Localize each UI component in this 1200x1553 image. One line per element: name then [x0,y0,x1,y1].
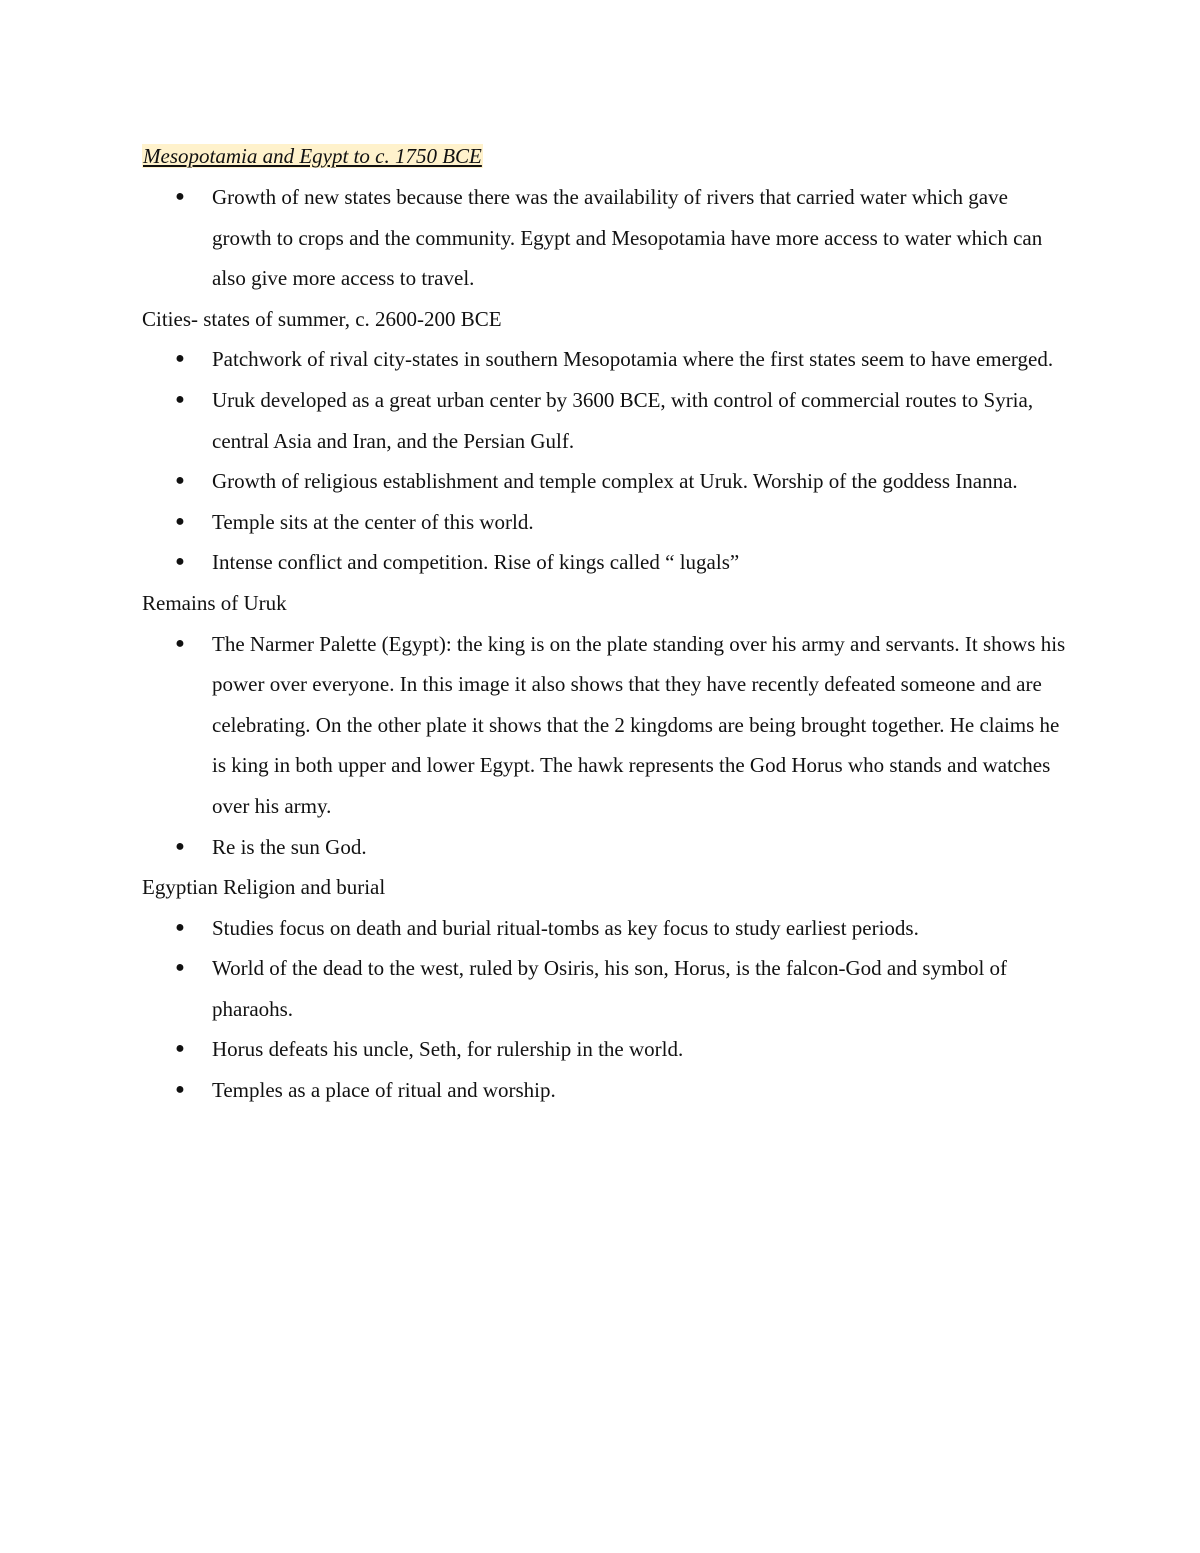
list-item-text: World of the dead to the west, ruled by Osiris, his son, Horus, is the falcon-God and symbol of pharaohs. [212,956,1008,1021]
bullet-icon: ● [175,512,185,530]
list-item-text: The Narmer Palette (Egypt): the king is on the plate standing over his army and servants. It shows his power over everyone. In this image it also shows that they have recently defeated someone and are celebrating. On the other plate it shows that the 2 kingdoms are being brought together. He claims he is king in both upper and lower Egypt. The hawk represents the God Horus who stands and watches over his army. [212,631,1066,818]
list-item-text: Patchwork of rival city-states in southern Mesopotamia where the first states seem to have emerged. [212,347,1054,372]
bullet-icon: ● [175,959,185,977]
bullet-icon: ● [175,634,185,652]
bullet-list-remains [142,624,1072,868]
list-item-text: Growth of new states because there was the availability of rivers that carried water which gave growth to crops and the community. Egypt and Mesopotamia have more access to water which can also give more access to travel. [212,185,1043,291]
bullet-icon: ● [175,553,185,571]
bullet-icon: ● [175,918,185,936]
bullet-icon: ● [175,1040,185,1058]
bullet-list-cities [142,339,1072,583]
bullet-icon: ● [175,188,185,205]
list-item-text: Intense conflict and competition. Rise of kings called “ lugals” [212,550,740,575]
list-item-text: Horus defeats his uncle, Seth, for rulership in the world. [212,1037,684,1062]
list-item [142,339,1072,380]
bullet-icon: ● [175,1081,185,1099]
list-item [142,624,1072,827]
list-item [142,1070,1072,1111]
bullet-list-religion [142,908,1072,1111]
list-item [142,461,1072,502]
section-heading-religion: Egyptian Religion and burial [142,875,386,900]
list-item [142,908,1072,949]
list-item-text: Temple sits at the center of this world. [212,509,534,534]
document-page [142,136,1072,1111]
list-item [142,827,1072,868]
bullet-list-intro [142,177,1072,299]
title-line [142,136,1072,177]
list-item [142,177,1072,299]
list-item [142,380,1072,461]
bullet-icon: ● [175,837,185,855]
section-heading-remains: Remains of Uruk [142,590,287,615]
bullet-icon: ● [175,472,185,490]
list-item-text: Re is the sun God. [212,834,367,859]
list-item-text: Uruk developed as a great urban center by 3600 BCE, with control of commercial routes to Syria, central Asia and Iran, and the Persian Gulf. [212,387,1034,453]
list-item [142,1029,1072,1070]
list-item-text: Growth of religious establishment and temple complex at Uruk. Worship of the goddess Inanna. [212,469,1018,494]
list-item [142,948,1072,1029]
bullet-icon: ● [175,350,185,368]
list-item-text: Studies focus on death and burial ritual-tombs as key focus to study earliest periods. [212,915,919,940]
list-item-text: Temples as a place of ritual and worship. [212,1078,556,1103]
document-title: Mesopotamia and Egypt to c. 1750 BCE [143,144,482,168]
list-item [142,542,1072,583]
list-item [142,502,1072,543]
bullet-icon: ● [175,390,185,408]
section-heading-cities: Cities- states of summer, c. 2600-200 BCE [142,306,502,331]
